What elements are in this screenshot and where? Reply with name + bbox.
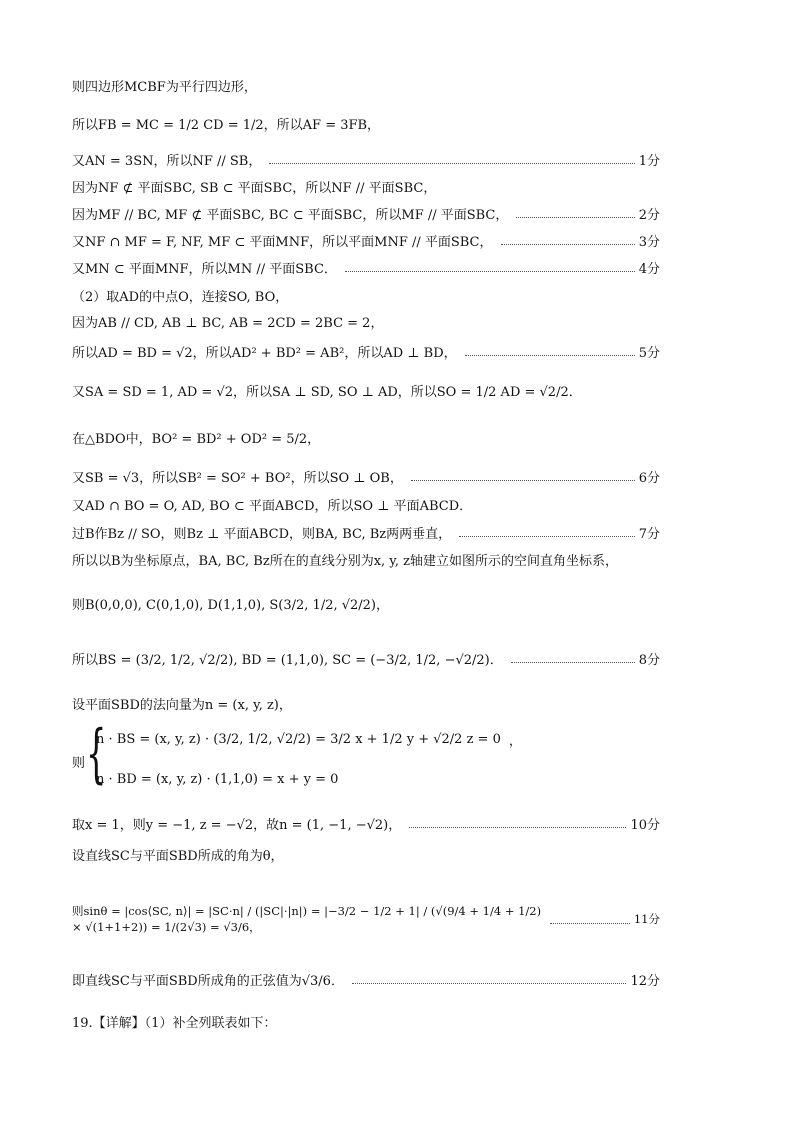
leader-dots [269, 163, 634, 164]
score-label: 1分 [638, 154, 660, 169]
text-line-18 [72, 649, 660, 668]
text-line-16 [72, 550, 660, 569]
text-line-23 [72, 970, 660, 989]
line-text: 又MN ⊂ 平面MNF，所以MN // 平面SBC． [72, 262, 337, 277]
line-text: 所以BS = (3/2, 1/2, √2/2), BD = (1,1,0), SC = (−3/2, 1/2, −√2/2)． [72, 653, 503, 668]
line-text: 所以以B为坐标原点，BA, BC, Bz所在的直线分别为x, y, z轴建立如图所示的空间直角坐标系， [72, 554, 619, 569]
line-text: 因为NF ⊄ 平面SBC, SB ⊂ 平面SBC，所以NF // 平面SBC， [72, 181, 437, 196]
score-label: 2分 [638, 208, 660, 223]
line-text: 在△BDO中，BO² = BD² + OD² = 5/2， [72, 432, 321, 447]
leader-dots [550, 923, 630, 924]
line-text: 又AN = 3SN，所以NF // SB， [72, 154, 262, 169]
leader-dots [516, 217, 634, 218]
line-text: 又NF ∩ MF = F, NF, MF ⊂ 平面MNF，所以平面MNF // 平面SBC， [72, 235, 493, 250]
text-line-14 [72, 495, 660, 514]
text-line-2 [72, 114, 660, 133]
line-text: 过B作Bz // SO，则Bz ⊥ 平面ABCD，则BA, BC, Bz两两垂直， [72, 527, 452, 542]
text-line-17 [72, 594, 660, 613]
text-line-11 [72, 381, 660, 400]
left-brace: { [86, 717, 107, 791]
leader-dots [411, 480, 635, 481]
line-text: 取x = 1，则y = −1, z = −√2，故n = (1, −1, −√2)， [72, 818, 402, 833]
score-label: 8分 [638, 653, 660, 668]
score-label: 3分 [638, 235, 660, 250]
line-text: 因为AB // CD, AB ⊥ BC, AB = 2CD = 2BC = 2， [72, 316, 384, 331]
line-text: 所以AD = BD = √2，所以AD² + BD² = AB²，所以AD ⊥ BD， [72, 346, 457, 361]
system-row-2 [96, 772, 338, 787]
text-line-19 [72, 694, 660, 713]
line-text: （2）取AD的中点O，连接SO, BO， [72, 290, 289, 305]
score-label: 6分 [638, 471, 660, 486]
text-line-9 [72, 312, 660, 331]
line-text: 又SB = √3，所以SB² = SO² + BO²，所以SO ⊥ OB， [72, 471, 403, 486]
text-line-6 [72, 231, 660, 250]
line-text: 则B(0,0,0), C(0,1,0), D(1,1,0), S(3/2, 1/2, √2/2)， [72, 598, 390, 613]
leader-dots [501, 244, 635, 245]
system-row-text: n · BD = (x, y, z) · (1,1,0) = x + y = 0 [96, 772, 339, 787]
text-line-15 [72, 523, 660, 542]
line-text: 则四边形MCBF为平行四边形， [72, 80, 257, 95]
text-line-1 [72, 76, 660, 95]
line-text: 则sinθ = |cos⟨SC, n⟩| = |SC·n| / (|SC|·|n|) = |−3/2 − 1/2 + 1| / (√(9/4 + 1/4 + 1/2) × √(1+1+2)) = 1/(2√3) = √3/6， [72, 904, 542, 934]
text-line-13 [72, 467, 660, 486]
score-label: 11分 [633, 912, 660, 926]
score-label: 7分 [638, 527, 660, 542]
line-text: 19.【详解】（1）补全列联表如下： [72, 1016, 277, 1031]
score-label: 12分 [630, 974, 660, 989]
text-line-5 [72, 204, 660, 223]
system-row-1 [96, 730, 522, 749]
line-text: 所以FB = MC = 1/2 CD = 1/2，所以AF = 3FB， [72, 118, 381, 133]
leader-dots [511, 662, 635, 663]
score-label: 4分 [638, 262, 660, 277]
text-line-12 [72, 428, 660, 447]
leader-dots [465, 355, 635, 356]
text-line-3 [72, 150, 660, 169]
text-line-21 [72, 845, 660, 864]
text-line-10 [72, 342, 660, 361]
line-text: 因为MF // BC, MF ⊄ 平面SBC, BC ⊂ 平面SBC，所以MF // 平面SBC， [72, 208, 509, 223]
system-row-text: n · BS = (x, y, z) · (3/2, 1/2, √2/2) = 3/2 x + 1/2 y + √2/2 z = 0 [96, 732, 501, 747]
leader-dots [352, 983, 627, 984]
score-label: 10分 [630, 818, 660, 833]
text-line-8 [72, 286, 660, 305]
leader-dots [459, 536, 635, 537]
line-text: 即直线SC与平面SBD所成角的正弦值为√3/6． [72, 974, 344, 989]
equation-system [72, 718, 660, 802]
line-text: 设直线SC与平面SBD所成的角为θ， [72, 849, 284, 864]
leader-dots [345, 271, 635, 272]
text-line-24 [72, 1012, 660, 1031]
line-text: 设平面SBD的法向量为n = (x, y, z)， [72, 698, 292, 713]
text-line-7 [72, 258, 660, 277]
system-suffix: ， [508, 734, 522, 749]
line-text: 又AD ∩ BO = O, AD, BO ⊂ 平面ABCD，所以SO ⊥ 平面ABCD． [72, 499, 473, 514]
line-text: 又SA = SD = 1, AD = √2，所以SA ⊥ SD, SO ⊥ AD，所以SO = 1/2 AD = √2/2． [72, 385, 582, 400]
score-label: 5分 [638, 346, 660, 361]
text-line-22 [72, 903, 660, 935]
system-prefix: 则 [72, 756, 86, 771]
leader-dots [409, 827, 626, 828]
text-line-20 [72, 814, 660, 833]
text-line-4 [72, 177, 660, 196]
